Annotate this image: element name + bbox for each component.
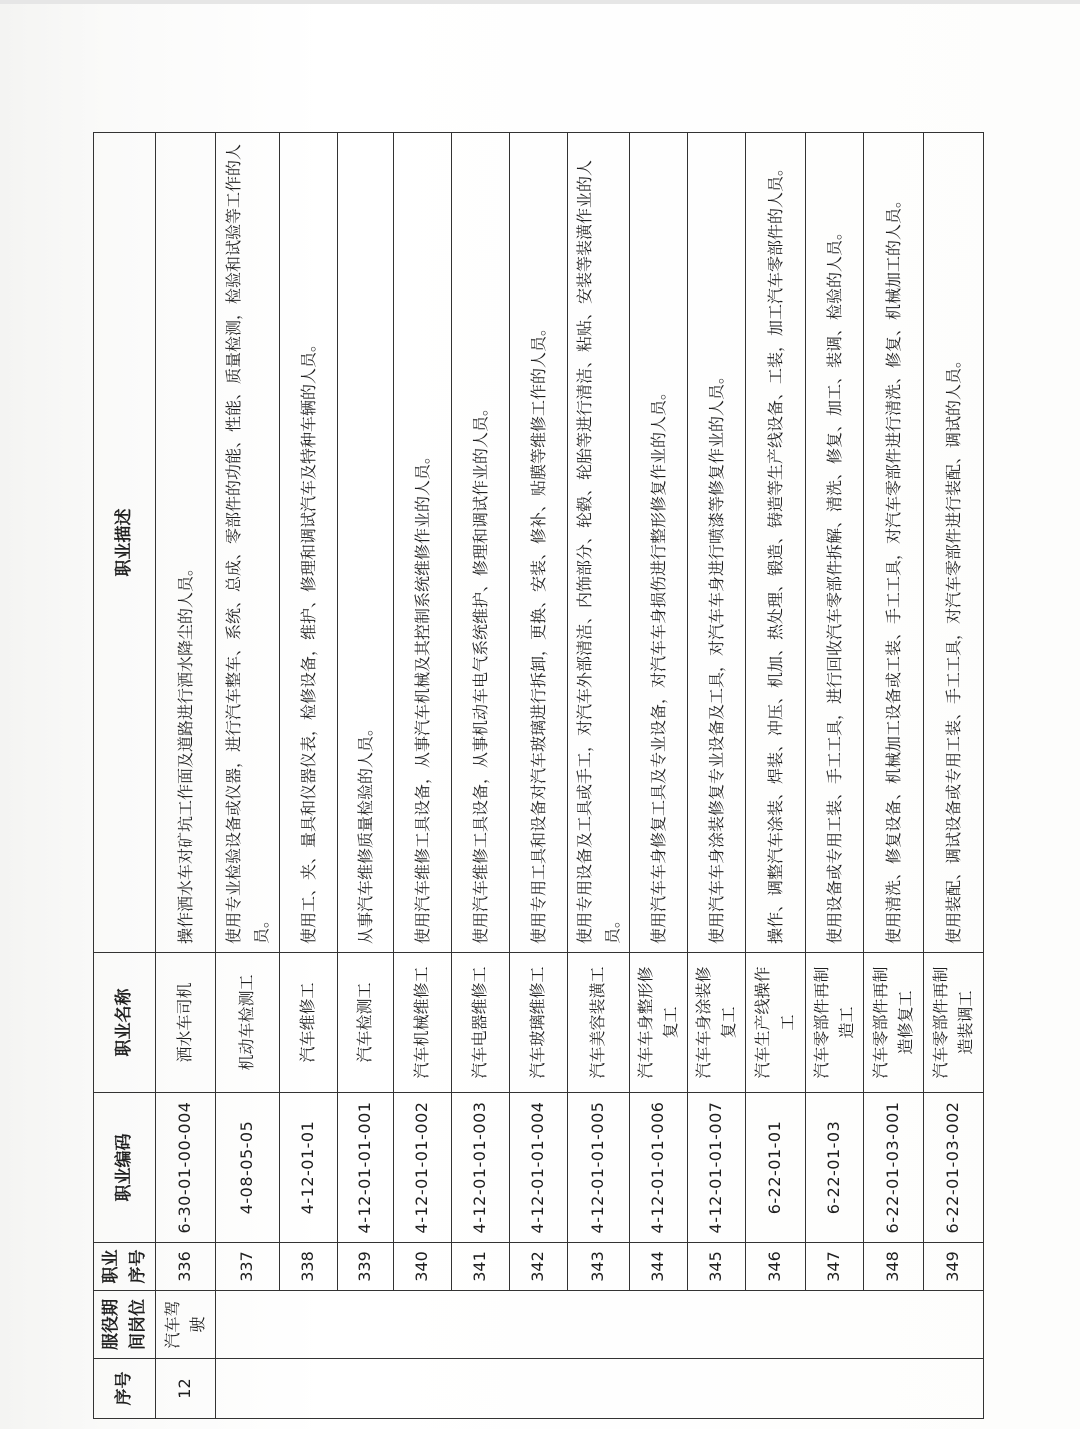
name-cell: 洒水车司机 [156, 953, 216, 1093]
viewer-top-edge [0, 0, 1080, 4]
table-row [452, 133, 510, 1419]
table-row [630, 133, 688, 1419]
occ-seq-cell: 337 [216, 1243, 280, 1291]
header-seq: 序号 [94, 1359, 156, 1419]
occ-seq-cell: 340 [394, 1243, 452, 1291]
desc-cell: 操作洒水车对矿坑工作面及道路进行洒水降尘的人员。 [156, 133, 216, 953]
name-cell: 汽车零部件再制造工 [806, 953, 864, 1093]
table-header-row [94, 133, 156, 1419]
table-row [746, 133, 806, 1419]
table-row [216, 133, 280, 1419]
table-rotation-frame [93, 133, 975, 1419]
desc-cell: 使用工、夹、量具和仪器仪表，检修设备，维护、修理和调试汽车及特种车辆的人员。 [280, 133, 338, 953]
occ-seq-cell: 343 [568, 1243, 630, 1291]
desc-cell: 使用专用工具和设备对汽车玻璃进行拆卸，更换、安装、修补、贴膜等维修工作的人员。 [510, 133, 568, 953]
desc-cell: 使用专用设备及工具或手工，对汽车外部清洁、内饰部分、轮毂、轮胎等进行清洁、粘贴、安装等装潢作业的人员。 [568, 133, 630, 953]
table-row [156, 133, 216, 1419]
code-cell: 4-12-01-01-007 [688, 1093, 746, 1243]
code-cell: 4-12-01-01 [280, 1093, 338, 1243]
desc-cell: 使用专业检验设备或仪器，进行汽车整车、系统、总成、零部件的功能、性能、质量检测，检验和试验等工作的人员。 [216, 133, 280, 953]
desc-cell: 使用装配、调试设备或专用工装、手工工具，对汽车零部件进行装配、调试的人员。 [924, 133, 984, 953]
occ-seq-cell: 346 [746, 1243, 806, 1291]
occ-seq-cell: 339 [338, 1243, 394, 1291]
name-cell: 汽车零部件再制造修复工 [864, 953, 924, 1093]
occ-seq-cell: 338 [280, 1243, 338, 1291]
code-cell: 4-12-01-01-005 [568, 1093, 630, 1243]
name-cell: 汽车车身涂装修复工 [688, 953, 746, 1093]
name-cell: 汽车车身整形修复工 [630, 953, 688, 1093]
table-row [806, 133, 864, 1419]
occ-seq-cell: 342 [510, 1243, 568, 1291]
table-row [688, 133, 746, 1419]
header-occ-seq: 职业序号 [94, 1243, 156, 1291]
header-desc: 职业描述 [94, 133, 156, 953]
code-cell: 4-12-01-01-001 [338, 1093, 394, 1243]
desc-cell: 从事汽车维修质量检验的人员。 [338, 133, 394, 953]
code-cell: 6-30-01-00-004 [156, 1093, 216, 1243]
name-cell: 汽车美容装潢工 [568, 953, 630, 1093]
header-name: 职业名称 [94, 953, 156, 1093]
name-cell: 汽车玻璃维修工 [510, 953, 568, 1093]
header-code: 职业编码 [94, 1093, 156, 1243]
occ-seq-cell: 348 [864, 1243, 924, 1291]
desc-cell: 使用汽车维修工具设备，从事机动车电气系统维护、修理和调试作业的人员。 [452, 133, 510, 953]
occ-seq-cell: 345 [688, 1243, 746, 1291]
occ-seq-cell: 336 [156, 1243, 216, 1291]
seq-cell-empty [216, 1359, 984, 1419]
name-cell: 汽车生产线操作工 [746, 953, 806, 1093]
occ-seq-cell: 341 [452, 1243, 510, 1291]
code-cell: 4-08-05-05 [216, 1093, 280, 1243]
occupation-table [93, 132, 984, 1419]
post-cell-empty [216, 1291, 984, 1359]
seq-cell: 12 [156, 1359, 216, 1419]
table-row [924, 133, 984, 1419]
table-row [568, 133, 630, 1419]
table-row [280, 133, 338, 1419]
desc-cell: 使用汽车维修工具设备，从事汽车机械及其控制系统维修作业的人员。 [394, 133, 452, 953]
name-cell: 汽车机械维修工 [394, 953, 452, 1093]
code-cell: 4-12-01-01-002 [394, 1093, 452, 1243]
code-cell: 6-22-01-03-001 [864, 1093, 924, 1243]
code-cell: 4-12-01-01-004 [510, 1093, 568, 1243]
table-row [394, 133, 452, 1419]
occ-seq-cell: 349 [924, 1243, 984, 1291]
name-cell: 机动车检测工 [216, 953, 280, 1093]
code-cell: 4-12-01-01-006 [630, 1093, 688, 1243]
occ-seq-cell: 347 [806, 1243, 864, 1291]
desc-cell: 使用设备或专用工装、手工工具，进行回收汽车零部件拆解、清洗、修复、加工、装调、检验的人员。 [806, 133, 864, 953]
occ-seq-cell: 344 [630, 1243, 688, 1291]
desc-cell: 使用汽车车身修复工具及专业设备，对汽车车身损伤进行整形修复作业的人员。 [630, 133, 688, 953]
table-row [510, 133, 568, 1419]
header-post: 服役期间岗位 [94, 1291, 156, 1359]
table-row [338, 133, 394, 1419]
table-row [864, 133, 924, 1419]
name-cell: 汽车零部件再制造装调工 [924, 953, 984, 1093]
code-cell: 4-12-01-01-003 [452, 1093, 510, 1243]
name-cell: 汽车维修工 [280, 953, 338, 1093]
desc-cell: 使用清洗、修复设备、机械加工设备或工装、手工工具，对汽车零部件进行清洗、修复、机械加工的人员。 [864, 133, 924, 953]
post-cell: 汽车驾驶 [156, 1291, 216, 1359]
name-cell: 汽车检测工 [338, 953, 394, 1093]
desc-cell: 使用汽车车身涂装修复专业设备及工具，对汽车车身进行喷漆等修复作业的人员。 [688, 133, 746, 953]
desc-cell: 操作、调整汽车涂装、焊装、冲压、机加、热处理、锻造、铸造等生产线设备、工装，加工汽车零部件的人员。 [746, 133, 806, 953]
code-cell: 6-22-01-03 [806, 1093, 864, 1243]
code-cell: 6-22-01-01 [746, 1093, 806, 1243]
code-cell: 6-22-01-03-002 [924, 1093, 984, 1243]
rotated-table-container [93, 133, 975, 1419]
name-cell: 汽车电器维修工 [452, 953, 510, 1093]
